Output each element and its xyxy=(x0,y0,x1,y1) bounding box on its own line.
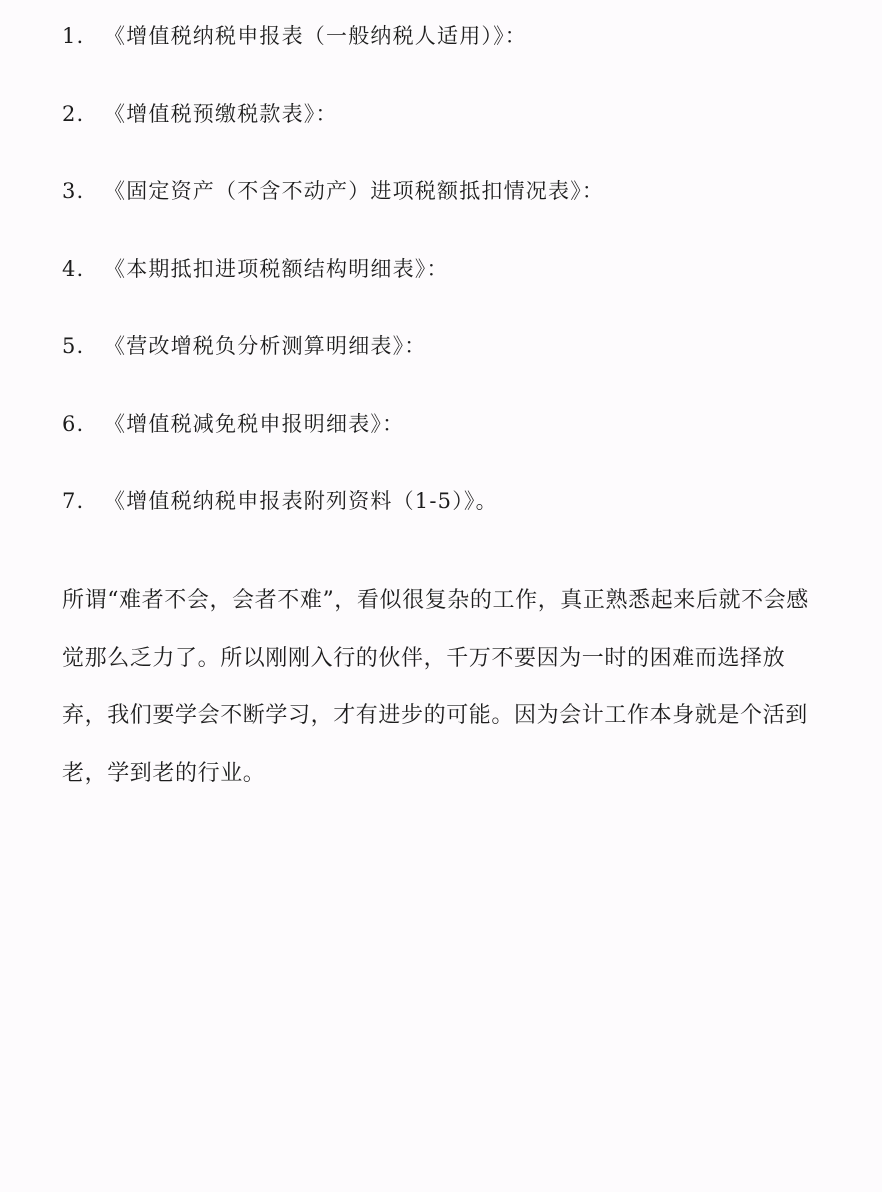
item-text: 《增值税预缴税款表》： xyxy=(104,101,338,126)
item-number: 4. xyxy=(62,256,85,281)
list-item xyxy=(62,247,862,325)
item-text: 《营改增税负分析测算明细表》： xyxy=(104,334,427,358)
list-item xyxy=(62,324,862,402)
item-number: 3. xyxy=(62,179,85,203)
item-number: 6. xyxy=(62,411,85,436)
list-item xyxy=(62,479,862,557)
item-text: 《增值税纳税申报表附列资料（1-5）》。 xyxy=(104,489,498,513)
item-text: 《增值税减免税申报明细表》： xyxy=(104,411,405,436)
form-list xyxy=(62,14,862,557)
list-item xyxy=(62,169,862,247)
item-number: 5. xyxy=(62,334,85,358)
list-item xyxy=(62,402,862,480)
item-text: 《本期抵扣进项税额结构明细表》： xyxy=(104,256,449,281)
item-number: 7. xyxy=(62,489,85,513)
item-text: 《固定资产（不含不动产）进项税额抵扣情况表》： xyxy=(104,179,605,203)
item-number: 2. xyxy=(62,101,85,126)
body-paragraph: 所谓“难者不会，会者不难”，看似很复杂的工作，真正熟悉起来后就不会感觉那么乏力了。所以刚刚入行的伙伴，千万不要因为一时的困难而选择放弃，我们要学会不断学习，才有进步的可能。因为会计工作本身就是个活到老，学到老的行业。 xyxy=(62,588,809,786)
list-item xyxy=(62,14,862,92)
item-text: 《增值税纳税申报表（一般纳税人适用）》： xyxy=(104,24,527,48)
list-item xyxy=(62,92,862,170)
item-number: 1. xyxy=(62,24,85,48)
